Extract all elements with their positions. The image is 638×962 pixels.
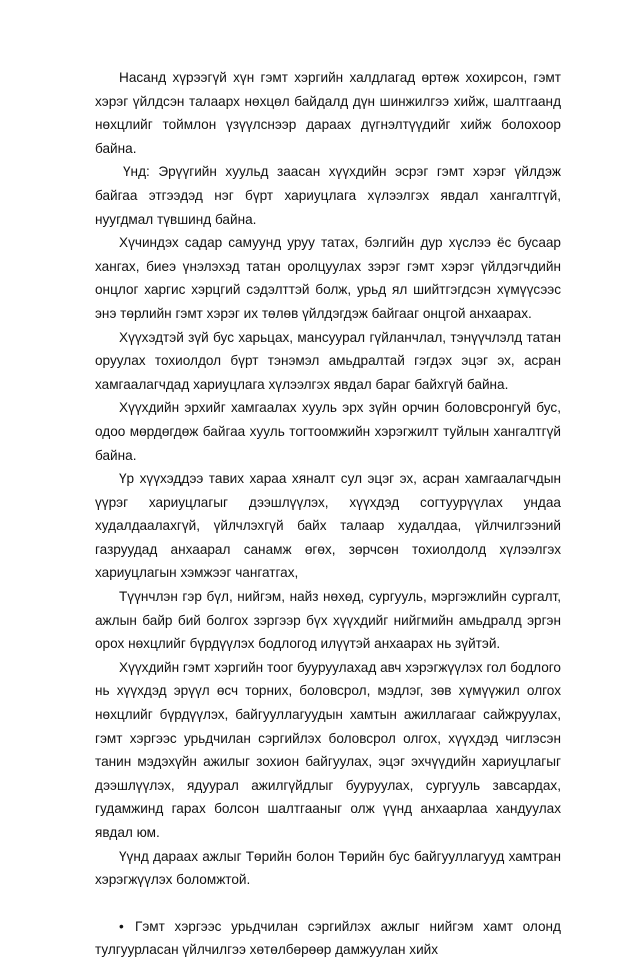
paragraph-7: Түүнчлэн гэр бүл, нийгэм, найз нөхөд, сургууль, мэргэжлийн сургалт, ажлын байр бий болгох зэргээр бүх хүүхдийг нийгмийн амьдралд эргэн орох нөхцлийг бүрдүүлэх бодлогод илүүтэй анхаарах нь зүйтэй.: [95, 589, 561, 652]
paragraph-8: Хүүхдийн гэмт хэргийн тоог бууруулахад авч хэрэгжүүлэх гол бодлого нь хүүхдэд эрүүл өсч торних, боловсрол, мэдлэг, зөв хүмүүжил олгох нөхцлийг бүрдүүлэх, байгууллагуудын хамтын ажиллагааг сайжруулах, гэмт хэргээс урьдчилан сэргийлэх боловсрол олгох, хүүхдэд чиглэсэн танин мэдэхүйн ажилыг зохион байгуулах, эцэг эхчүүдийн хариуцлагыг дээшлүүлэх, ядуурал ажилгүйдлыг бууруулах, сургууль завсардах, гудамжинд гарах болсон шалтгааныг олж үүнд анхаарлаа хандуулах явдал юм.: [95, 659, 561, 840]
paragraph-9: Үүнд дараах ажлыг Төрийн болон Төрийн бус байгууллагууд хамтран хэрэгжүүлэх боломжтой.: [95, 848, 561, 888]
bullet-list: [95, 915, 561, 962]
bullet-item: Гэмт хэргээс урьдчилан сэргийлэх ажлыг нийгэм хамт олонд тулгуурласан үйлчилгээ хөтөлбөрөөр дамжуулан хийх: [95, 918, 561, 958]
paragraph-4: Хүүхэдтэй зүй бус харьцах, мансуурал гүйланчлал, тэнүүчлэлд татан оруулах тохиолдол бүрт тэнэмэл амьдралтай гэгдэх эцэг эх, асран хамгаалагчдад хариуцлага хүлээлгэх явдал бараг байхгүй байна.: [95, 329, 561, 392]
paragraph-1: Насанд хүрээгүй хүн гэмт хэргийн халдлагад өртөж хохирсон, гэмт хэрэг үйлдсэн талаарх нөхцөл байдалд дүн шинжилгээ хийж, шалтгаанд нөхцлийг тоймлон үзүүлснээр дараах дүгнэлтүүдийг хийж болохоор байна.: [95, 70, 561, 156]
paragraph-3: Хүчиндэх садар самуунд уруу татах, бэлгийн дур хүслээ ёс бусаар хангах, биеэ үнэлэхэд татан оролцуулах зэрэг гэмт хэрэг үйлдэгчдийн онцлог харгис хэрцгий сэдэлттэй болж, урьд ял шийтгэгдсэн хүмүүсээс энэ төрлийн гэмт хэрэг их төлөв үйлдэгдэж байгааг онцгой анхаарах.: [95, 235, 561, 321]
bullet-marker: •: [119, 918, 124, 934]
document-body: [95, 66, 561, 962]
paragraph-5: Хүүхдийн эрхийг хамгаалах хууль эрх зүйн орчин боловсронгуй бус, одоо мөрдөгдөж байгаа хууль тогтоомжийн хэрэгжилт туйлын хангалтгүй байна.: [95, 400, 561, 463]
paragraph-6: Үр хүүхэддээ тавих хараа хяналт сул эцэг эх, асран хамгаалагчдын үүрэг хариуцлагыг дээшлүүлэх, хүүхдэд согтуурүүлах ундаа худалдаалахгүй, үйлчлэхгүй байх талаар худалдаа, үйлчилгээний газруудад анхаарал санамж өгөх, зөрчсөн тохиолдолд хүлээлгэх хариуцлагын хэмжээг чангатгах,: [95, 471, 561, 581]
paragraph-2: Үнд: Эрүүгийн хуульд заасан хүүхдийн эсрэг гэмт хэрэг үйлдэж байгаа этгээдэд нэг бүрт хариуцлага хүлээлгэх явдал хангалтгүй, нуугдмал түвшинд байна.: [95, 164, 561, 227]
